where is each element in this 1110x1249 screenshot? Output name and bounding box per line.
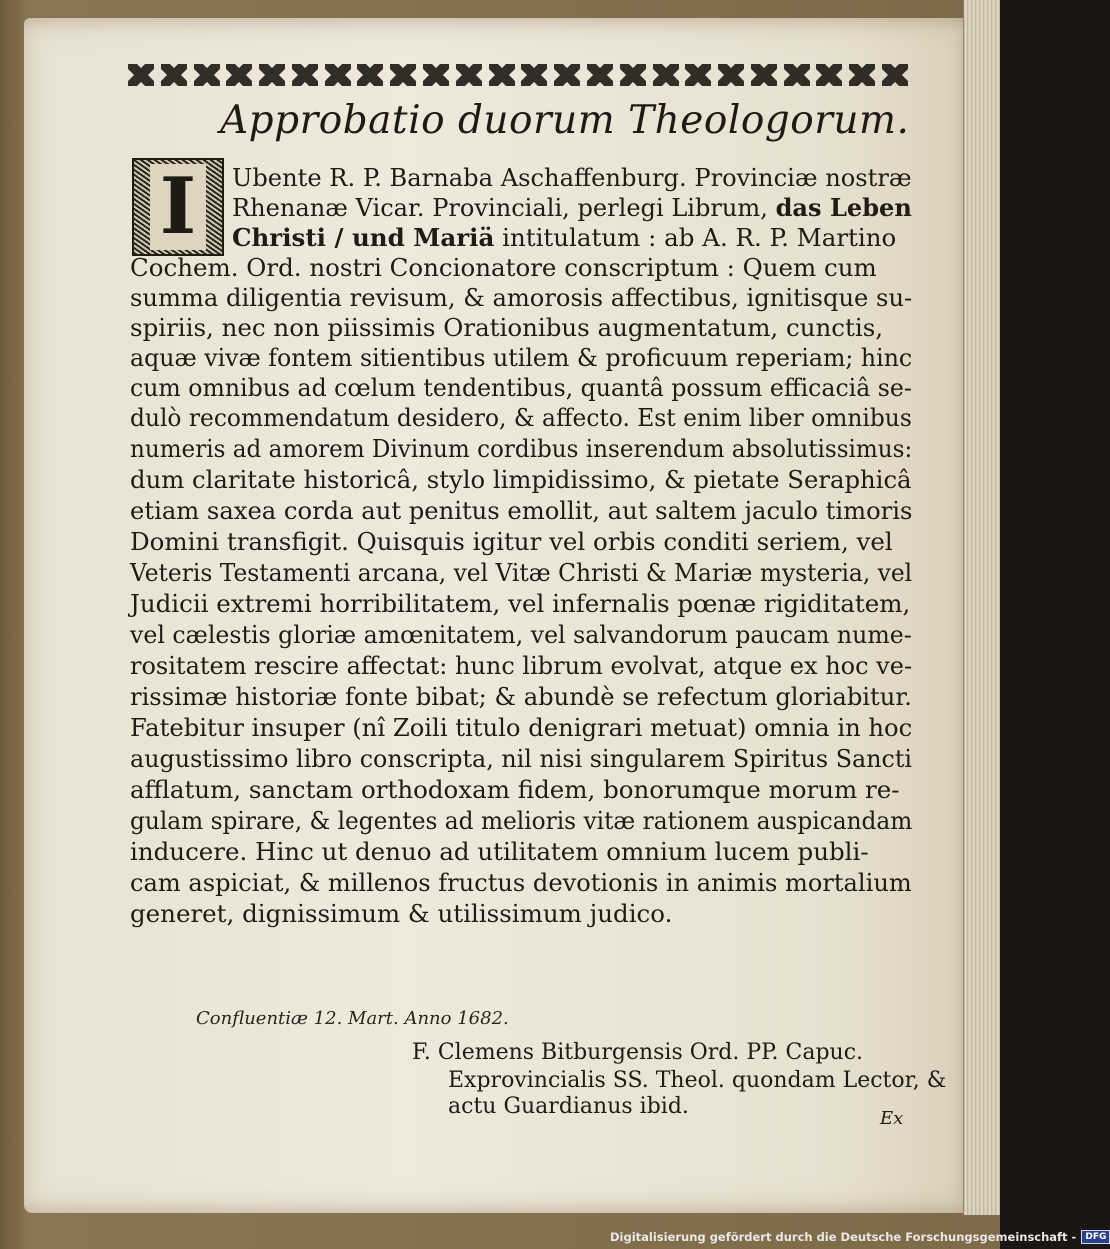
text-line: Domini transfigit. Quisquis igitur vel orbis conditi seriem, vel bbox=[130, 527, 893, 556]
text-line: vel cælestis gloriæ amœnitatem, vel salvandorum paucam nume- bbox=[130, 620, 912, 649]
text-line: numeris ad amorem Divinum cordibus inserendum absolutissimus: bbox=[130, 434, 913, 463]
text-line: cam aspiciat, & millenos fructus devotionis in animis mortalium bbox=[130, 868, 912, 897]
blackletter-text: Christi / und Mariä bbox=[232, 223, 495, 252]
text-line-part: Rhenanæ Vicar. Provinciali, perlegi Librum, bbox=[232, 193, 768, 222]
initial-letter: I bbox=[150, 164, 207, 250]
text-line: Cochem. Ord. nostri Concionatore conscriptum : Quem cum bbox=[130, 253, 877, 282]
text-line: etiam saxea corda aut penitus emollit, aut saltem jaculo timoris bbox=[130, 496, 913, 525]
text-line: generet, dignissimum & utilissimum judico. bbox=[130, 899, 673, 928]
text-line: afflatum, sanctam orthodoxam fidem, bonorumque morum re- bbox=[130, 775, 900, 804]
signature-line: actu Guardianus ibid. bbox=[448, 1094, 689, 1119]
page-title: Approbatio duorum Theologorum. bbox=[220, 98, 910, 143]
dfg-logo: DFG bbox=[1081, 1230, 1110, 1244]
text-line: Veteris Testamenti arcana, vel Vitæ Christi & Mariæ mysteria, vel bbox=[130, 558, 913, 587]
text-line: gulam spirare, & legentes ad melioris vitæ rationem auspicandam bbox=[130, 806, 913, 835]
signature-line: Exprovincialis SS. Theol. quondam Lector, & bbox=[448, 1068, 947, 1093]
footer-credit bbox=[610, 1225, 1107, 1249]
text-line: augustissimo libro conscripta, nil nisi singularem Spiritus Sancti bbox=[130, 744, 913, 773]
catchword: Ex bbox=[880, 1108, 904, 1129]
text-line: cum omnibus ad cœlum tendentibus, quantâ possum efficaciâ se- bbox=[130, 373, 912, 402]
text-line: aquæ vivæ fontem sitientibus utilem & proficuum reperiam; hinc bbox=[130, 343, 913, 372]
blackletter-text: das Leben bbox=[775, 193, 912, 222]
text-line: rissimæ historiæ fonte bibat; & abundè se refectum gloriabitur. bbox=[130, 682, 912, 711]
text-line: Fatebitur insuper (nî Zoili titulo denigrari metuat) omnia in hoc bbox=[130, 713, 913, 742]
footer-text: Digitalisierung gefördert durch die Deutsche Forschungsgemeinschaft - bbox=[610, 1230, 1077, 1244]
place-date: Confluentiæ 12. Mart. Anno 1682. bbox=[196, 1008, 509, 1029]
text-line: dum claritate historicâ, stylo limpidissimo, & pietate Seraphicâ bbox=[130, 465, 912, 494]
text-line bbox=[232, 223, 896, 252]
text-line: summa diligentia revisum, & amorosis affectibus, ignitisque su- bbox=[130, 283, 913, 312]
text-line: inducere. Hinc ut denuo ad utilitatem omnium lucem publi- bbox=[130, 837, 869, 866]
text-line: Judicii extremi horribilitatem, vel infernalis pœnæ rigiditatem, bbox=[130, 589, 911, 618]
text-line: Ubente R. P. Barnaba Aschaffenburg. Provinciæ nostræ bbox=[232, 163, 912, 192]
text-line-part: intitulatum : ab A. R. P. Martino bbox=[502, 223, 897, 252]
text-line bbox=[232, 193, 912, 222]
signature-line: F. Clemens Bitburgensis Ord. PP. Capuc. bbox=[412, 1040, 864, 1065]
text-line: rositatem rescire affectat: hunc librum evolvat, atque ex hoc ve- bbox=[130, 651, 913, 680]
text-line: spiriis, nec non piissimis Orationibus augmentatum, cunctis, bbox=[130, 313, 884, 342]
text-line: dulò recommendatum desidero, & affecto. Est enim liber omnibus bbox=[130, 403, 912, 432]
